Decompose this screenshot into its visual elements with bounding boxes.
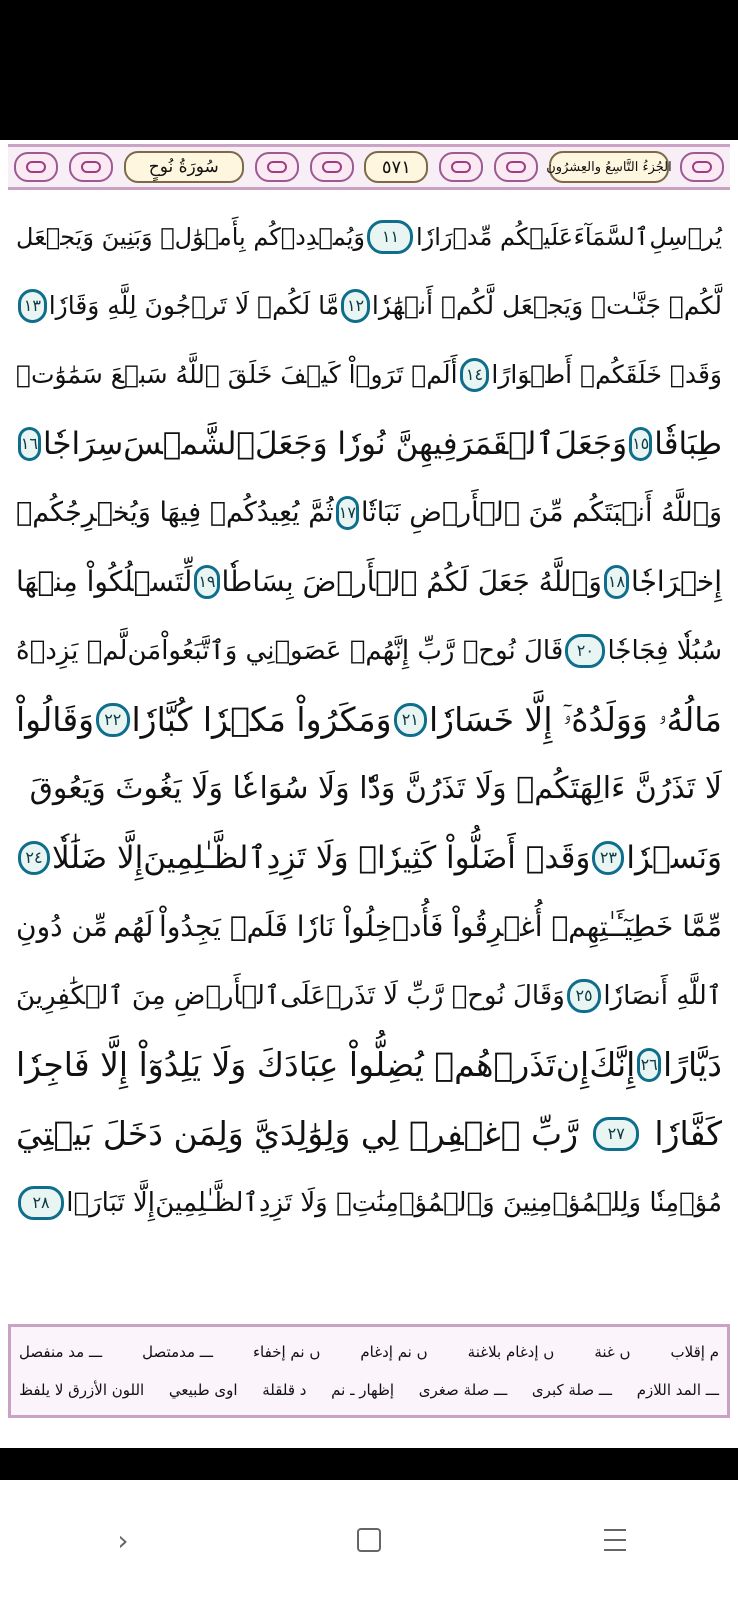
verse-text-segment: لَا تَذَرُنَّ ءَالِهَتَكُمۡ وَلَا تَذَرُنَّ وَدّٗا وَلَا سُوَاعٗا وَلَا يَغُوثَ وَيَعُوقَ — [29, 770, 722, 806]
navigation-bar — [0, 1480, 738, 1600]
legend-item: ں غنة — [594, 1343, 631, 1361]
legend-item: ں نم إخفاء — [252, 1343, 321, 1361]
legend-item: اوى طبيعي — [168, 1381, 238, 1399]
tajweed-colored-word: ٱلظَّـٰلِمِينَ — [155, 1187, 259, 1218]
verse-text-segment: وَقَالُواْ — [16, 699, 95, 739]
ayah-number-marker[interactable]: ٢٠ — [565, 634, 605, 668]
verse-text-segment: وَيُمۡدِدۡكُم بِأَمۡوَٰلٖ وَبَنِينَ وَيَجۡعَل — [16, 222, 365, 251]
verse-text-segment: إِلَّا تَبَارَۢا — [66, 1187, 155, 1218]
legend-item: د قلقلة — [262, 1381, 307, 1399]
ayah-number-marker[interactable]: ٢٤ — [18, 841, 50, 875]
ayah-number-marker[interactable]: ٢٦ — [637, 1048, 661, 1082]
verse-line — [6, 1168, 732, 1237]
verse-text-segment: وَٱللَّهُ جَعَلَ لَكُمُ ٱلۡأَرۡضَ بِسَاطٗا — [221, 564, 602, 598]
verse-text-segment: لَّمۡ يَزِدۡهُ — [16, 635, 128, 666]
ayah-number-marker[interactable]: ١٨ — [604, 565, 629, 599]
menu-lines-icon[interactable] — [575, 1510, 655, 1570]
verse-text-segment: ٱلۡأَرۡضِ مِنَ ٱلۡكَٰفِرِينَ — [16, 980, 281, 1011]
verse-line — [6, 616, 732, 685]
verse-text-segment: مَالُهُۥ وَوَلَدُهُۥٓ إِلَّا خَسَارٗا — [429, 699, 722, 739]
verse-text-segment: سُبُلٗا فِجَاجٗا — [607, 635, 722, 666]
ayah-number-marker[interactable]: ٢٢ — [96, 703, 129, 737]
legend-item: ں إدغام بلاغنة — [467, 1343, 555, 1361]
tajweed-colored-word: ٱلظَّـٰلِمِينَ — [143, 839, 267, 876]
verse-text-segment: ٱللَّهِ أَنصَارٗا — [603, 980, 722, 1011]
verse-line — [6, 1030, 732, 1099]
tajweed-legend — [8, 1324, 730, 1418]
status-bar — [0, 0, 738, 140]
ayah-number-marker[interactable]: ١٣ — [18, 289, 47, 323]
verse-text-segment: دَيَّارًا — [662, 1044, 722, 1084]
ayah-number-marker[interactable]: ١٧ — [336, 496, 359, 530]
ayah-number-marker[interactable]: ١٦ — [18, 427, 41, 461]
verse-line — [6, 271, 732, 340]
surah-title: سُورَةُ نُوحٍ — [124, 151, 244, 183]
verse-line — [6, 478, 732, 547]
tajweed-colored-word: إِن — [555, 1044, 590, 1084]
legend-item: ـــ صلة صغرى — [418, 1381, 508, 1399]
ayah-number-marker[interactable]: ١٩ — [194, 565, 219, 599]
ayah-number-marker[interactable]: ٢٣ — [592, 841, 624, 875]
verse-text-segment: وَقَدۡ أَضَلُّواْ كَثِيرٗاۖ وَلَا تَزِدِ — [266, 839, 591, 876]
legend-item: ـــ صلة كبرى — [531, 1381, 613, 1399]
legend-item: م إقلاب — [670, 1343, 719, 1361]
ornament-icon — [14, 152, 58, 182]
verse-text-segment: فِيهِنَّ نُورٗا وَجَعَلَ — [255, 425, 458, 462]
chevron-right-icon[interactable]: › — [117, 1523, 129, 1557]
legend-item: ـــ مدمتصل — [142, 1343, 213, 1361]
verse-text-segment: إِخۡرَاجٗا — [631, 564, 722, 598]
legend-item: ـــ مد منفصل — [19, 1343, 103, 1361]
ornament-icon — [680, 152, 724, 182]
ayah-number-marker[interactable]: ٢٥ — [567, 979, 602, 1013]
tajweed-colored-word: ٱلشَّمۡسَ — [123, 425, 255, 462]
ayah-number-marker[interactable]: ١٢ — [341, 289, 370, 323]
verse-text-segment: مِّن دُونِ — [16, 909, 108, 943]
verse-text-segment: وَقَالَ نُوحٞ رَّبِّ لَا تَذَرۡ — [325, 980, 565, 1011]
verse-line — [6, 754, 732, 823]
verse-text-segment: لَّكُمۡ جَنَّـٰتٖ وَيَجۡعَل لَّكُمۡ أَنۡهَٰرٗا — [371, 290, 722, 320]
verse-text-segment: طِبَاقٗا — [654, 425, 722, 462]
ayah-number-marker[interactable]: ٢٧ — [593, 1117, 639, 1151]
verse-text-segment: لِّتَسۡلُكُواْ مِنۡهَا — [16, 564, 193, 598]
verse-text-segment: وَقَدۡ خَلَقَكُمۡ أَطۡوَارًا — [491, 359, 722, 389]
verse-text-segment: وَجَعَلَ — [554, 425, 628, 462]
verse-line — [6, 1099, 732, 1168]
page-number: ٥٧١ — [364, 151, 428, 183]
ornament-icon — [310, 152, 354, 182]
verse-text-segment: عَلَيۡكُم مِّدۡرَارٗا — [415, 222, 574, 251]
ayah-number-marker[interactable]: ١٥ — [629, 427, 652, 461]
verse-line — [6, 202, 732, 271]
ayah-number-marker[interactable]: ٢٨ — [18, 1186, 64, 1220]
legend-item: إظهار ـ نم — [331, 1381, 395, 1399]
verse-text-segment: يُرۡسِلِ — [649, 222, 722, 251]
ornament-icon — [494, 152, 538, 182]
legend-row — [19, 1333, 719, 1371]
ornament-icon — [439, 152, 483, 182]
verse-text-segment: إِنَّكَ — [589, 1044, 636, 1084]
verse-text-segment: أَلَمۡ تَرَوۡاْ كَيۡفَ خَلَقَ ٱللَّهُ سَبۡعَ سَمَٰوَٰتٖ — [16, 359, 458, 389]
verse-text-segment: كَفَّارٗا — [654, 1113, 722, 1153]
verse-text-segment: وَنَسۡرٗا — [626, 839, 722, 876]
tajweed-colored-word: ٱلۡقَمَرَ — [457, 425, 555, 462]
tajweed-colored-word: ٱلسَّمَآءَ — [573, 222, 649, 251]
ornament-icon — [69, 152, 113, 182]
verse-line — [6, 409, 732, 478]
verse-text-segment: سِرَاجٗا — [42, 425, 124, 462]
ornament-icon — [255, 152, 299, 182]
verse-line — [6, 823, 732, 892]
tajweed-colored-word: لَهُم — [113, 909, 154, 943]
verse-line — [6, 685, 732, 754]
verse-text-segment: مَّا لَكُمۡ لَا تَرۡجُونَ لِلَّهِ وَقَارٗا — [48, 290, 340, 320]
legend-row — [19, 1371, 719, 1409]
verse-text-segment: رَّبِّ ٱغۡفِرۡ لِي وَلِوَٰلِدَيَّ وَلِمَن دَخَلَ بَيۡتِيَ — [16, 1113, 579, 1153]
verse-line — [6, 961, 732, 1030]
legend-item: ں نم إدغام — [360, 1343, 428, 1361]
legend-item: اللون الأزرق لا يلفظ — [19, 1381, 145, 1399]
verse-text-segment: قَالَ نُوحٞ رَّبِّ إِنَّهُمۡ عَصَوۡنِي وَٱتَّبَعُواْ — [161, 635, 564, 666]
ayah-number-marker[interactable]: ١١ — [367, 220, 413, 254]
verse-line — [6, 340, 732, 409]
verse-text-segment: وَٱللَّهُ أَنۢبَتَكُم مِّنَ ٱلۡأَرۡضِ نَبَاتٗا — [361, 496, 722, 528]
verse-text-segment: تَذَرۡهُمۡ يُضِلُّواْ عِبَادَكَ وَلَا يَلِدُوٓاْ إِلَّا فَاجِرٗا — [16, 1044, 556, 1084]
verse-text-segment: مُؤۡمِنٗا وَلِلۡمُؤۡمِنِينَ وَٱلۡمُؤۡمِنَٰتِۖ وَلَا تَزِدِ — [258, 1187, 722, 1218]
ayah-number-marker[interactable]: ٢١ — [394, 703, 427, 737]
verse-text-segment: إِلَّا ضَلَٰلٗا — [52, 839, 144, 876]
tajweed-colored-word: عَلَى — [280, 980, 326, 1011]
juz-title: الجُزءُ التَّاسِعُ والعِشرُون — [549, 151, 669, 183]
mushaf-page — [0, 140, 738, 1448]
verse-line — [6, 547, 732, 616]
verse-line — [6, 892, 732, 961]
ayah-number-marker[interactable]: ١٤ — [460, 358, 490, 392]
verses-text[interactable] — [6, 202, 732, 1322]
legend-item: ـــ المد اللازم — [636, 1381, 719, 1399]
tajweed-colored-word: مَن — [127, 635, 162, 666]
verse-text-segment: وَمَكَرُواْ مَكۡرٗا كُبَّارٗا — [131, 699, 392, 739]
gap — [0, 1448, 738, 1480]
verse-text-segment: مِّمَّا خَطِيٓـَٔـٰتِهِمۡ أُغۡرِقُواْ فَأُدۡخِلُواْ نَارٗا فَلَمۡ يَجِدُواْ — [159, 909, 722, 943]
page-header — [8, 144, 730, 190]
square-icon[interactable] — [329, 1510, 409, 1570]
verse-text-segment: ثُمَّ يُعِيدُكُمۡ فِيهَا وَيُخۡرِجُكُمۡ — [16, 496, 334, 528]
